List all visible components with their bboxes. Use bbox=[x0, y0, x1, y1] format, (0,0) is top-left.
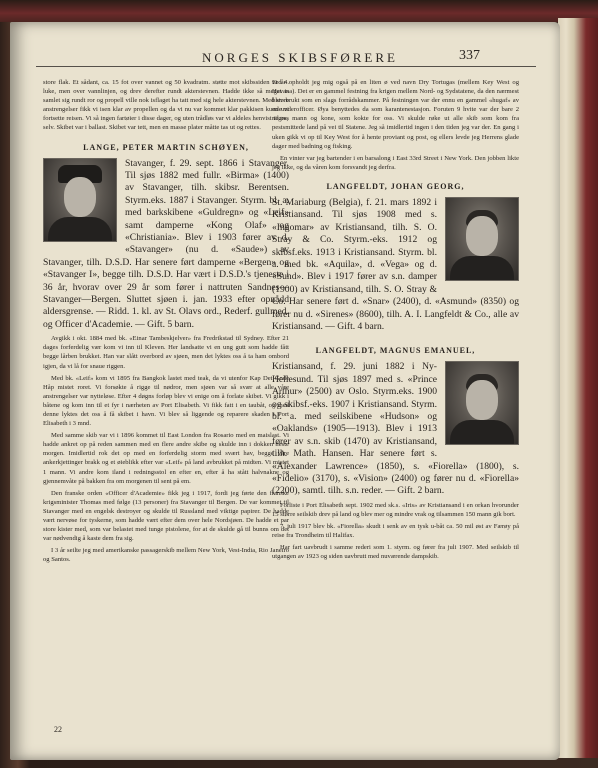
uniform bbox=[48, 217, 112, 242]
portrait-photo-magnus-langfeldt bbox=[445, 361, 519, 445]
entry-biography: St. Mariaburg (Belgia), f. 21. mars 1892 i Kristiansand. Til sjøs 1908 med s. «Ingomar» av Kristiansand, tilh. S. O. Stray & Co. Styrm.-eks. 1912 og skibsf.eks. 1913 i Kristiansand. Styrm. bl. a. med bk. «Aquila», d. «Vega» og d. «Sund». Blev i 1917 fører av s.n. damper (1900) av Kristiansand, tilh. S. O. Stray & Co. Har senere ført d. «Snar» (2400), d. «Asmund» (8350) og fører nu d. «Sirenes» (8600), tilh. A. I. Langfeldt & Co., alle av Kristiansand. — Gift. 4 barn. bbox=[272, 196, 519, 332]
header-rule bbox=[36, 66, 536, 67]
story-paragraph: Har fart uavbrudt i samme rederi som 1. styrm. og fører fra juli 1907. Med seilskib til utgangen av 1923 og siden uavbrutt med nuværende dampskib. bbox=[272, 544, 519, 561]
page-edges bbox=[558, 18, 598, 758]
story-paragraph: Forliste i Port Elisabeth sept. 1902 med sk.s. «Iris» av Kristiansand i en orkan hvorunder 15 større seilskib drev på land og blev mer og mindre vrak og tilsammen 150 mann gik bort. bbox=[272, 501, 519, 518]
book-spine-top bbox=[0, 0, 598, 22]
portrait-photo-johan-langfeldt bbox=[445, 197, 519, 281]
left-column bbox=[43, 78, 289, 568]
face bbox=[466, 216, 498, 256]
story-paragraph: Med bk. «Leif» kom vi 1895 fra Bangkok lastet med teak, da vi utenfor Kap Det Gode Håp mistet roret. Vi forsøkte å rigge til nødror, men sjøen var så svær at alle våre anstrengelser var nytteløse. Efter 4 døgns forløp blev vi enige om å forlate skibet. Vi gikk i båtene og kom inn til et fyr i nærheten av Port Elisabeth. Vi fikk fatt i en taubåt, og med denne lyktes det oss å få skibet i havn. Vi blev så liggende og reparere skaden i Port Elisabeth i 3 mnd. bbox=[43, 374, 289, 428]
book-page bbox=[10, 22, 560, 760]
story-paragraph: 7. juli 1917 blev bk. «Fiorella» skudt i senk av en tysk u-båt ca. 50 mil øst av Færøy på reise fra Trondheim til Halifax. bbox=[272, 523, 519, 540]
face bbox=[466, 380, 498, 420]
running-header: NORGES SKIBSFØRERE bbox=[202, 50, 398, 65]
continuation-paragraph: Et år opholdt jeg mig også på en liten ø ved navn Dry Tortugas (mellem Key West og Havana). Det er en gammel festning fra krigen mellem Nord- og Sydstatene, da den nærmest blev brukt som en slags forrådskammer. På festningen var der ennu en gammel «hugaf» av en underofficer. Øya benyttedes da som karantenestasjon. Foruten 9 hvite var der bare 2 negre, mann og kone, som kokte for oss. Vi skulde røke ut alle skib som kom fra pestsmittede land på vei til Statene. Jeg så imidlertid ingen i den tiden jeg var der. En gang i uken gikk vi op til Key West for å hente proviant og post, og ellers levde jeg Herrens glade dager med badning og fisking. bbox=[272, 79, 519, 150]
story-paragraph: Med samme skib var vi i 1896 kommet til East London fra Rosario med en maislast. Vi hadde ankret op på reden sammen med en flere andre skibe og skulde inn i dokken neste morgen. Imidlertid rok det op med en forferdelig storm med svært hav, begge våre ankerkjettinger brakk og et øieblikk efter var «Leif» på land avbrukket på midten. Vi mistet 1 mann. Vi andre kom iland i redningsstol en efter en, efter å ha stått halvnakne og gjennemvåte på bakken fra om morgenen til sent på em. bbox=[43, 432, 289, 485]
continuation-paragraph: En vinter var jeg bartender i en barsalong i East 33rd Street i New York. Den jobben likte jeg ikke, og da våren kom forsvandt jeg derfra. bbox=[272, 154, 519, 171]
entry-heading: LANGE, PETER MARTIN SCHØYEN, bbox=[83, 142, 249, 152]
entry-biography: Kristiansand, f. 29. juni 1882 i Ny-Hellesund. Til sjøs 1897 med s. «Prince Arthur» (2500) av Oslo. Styrm.eks. 1900 og skibsf.-eks. 1907 i Kristiansand. Styrm. bl. a. med seilskibene «Hudson» og «Oaklands» (1905—1913). Blev i 1913 fører av s.n. skib (1470) av Kristiansand, tilh. Math. Hansen. Har senere ført s. «Alexander Lawrence» (1850), s. «Fiorella» (1800), s. «Fidelio» (3170), s. «Vision» (2400) og fører nu d. «Fiorella» (2200), samtl. tilh. s.n. reder. — Gift. 2 barn. bbox=[272, 361, 519, 497]
story-paragraph: I 3 år seilte jeg med amerikanske passagerskib mellem New York, Vest-India, Rio Janeiro og Santos. bbox=[43, 547, 289, 564]
continuation-paragraph: store flak. Et sådant, ca. 15 fot over vannet og 50 kvadratm. støtte mot skibssiden ved 4. luke, men over vannlinjen, og drev derefter rundt akterstevnen. Hadde ikke så meget is samlet sig rundt ror og propell ville nok isflaget ha tatt med sig hele akterstevnen. Med store anstrengelser fikk vi isen klar av propellen og da vi nu var kommet klar pakkisen kunde vi fortsette reisen. Vi så ingen fartøier i disse dager, og uten trådløs var vi aldeles henvist til oss selv. Skibet var i ballast. Skibet var tett, men en masse plater måtte tas ut og rettes. bbox=[43, 79, 289, 132]
right-column bbox=[272, 78, 519, 564]
portrait-photo-lange bbox=[43, 158, 117, 242]
story-paragraph: Den franske orden «Officer d'Academie» fikk jeg i 1917, fordi jeg førte den franske krigsminister Thomas med følge (13 personer) fra Stavanger til Bergen. De var kommet til Stavanger med en engelsk destroyer og skulde til Russland med viktige papirer. De hadde vært nervøse for tyskerne, som hadde vært efter dem over hele Nordsjøen. De hadde et par store kister med, som var belastet med tunge pistolene, for at de skulde gå til bunns om det var nødvendig å kaste dem fra sig. bbox=[43, 489, 289, 543]
page-number: 337 bbox=[459, 48, 480, 63]
face bbox=[64, 177, 96, 217]
suit bbox=[450, 420, 514, 445]
suit bbox=[450, 256, 514, 281]
entry-heading: LANGFELDT, MAGNUS EMANUEL, bbox=[315, 346, 476, 356]
entry-heading: LANGFELDT, JOHAN GEORG, bbox=[326, 181, 465, 191]
signature-mark: 22 bbox=[54, 725, 62, 734]
entry-biography: Stavanger, f. 29. sept. 1866 i Stavanger. Til sjøs 1882 med fullr. «Birma» (1400) av Stavanger, tilh. skibsr. Berentsen. Styrm.eks. 1887 i Stavanger. Styrm. bl. a. med barkskibene «Guldregn» og «Leif» samt damperne «Kong Olaf» og «Christiania». Blev i 1903 fører av d. «Stavanger» (nu d. «Saude») av Stavanger, tilh. D.S.D. Har senere ført damperne «Bergen» og «Stavanger I», begge tilh. D.S.D. Har vært i D.S.D.'s tjeneste i 36 år, hvorav over 29 år som fører i nattruten Sandnes—Stavanger—Bergen. Sluttet sjøen i. jan. 1933 efter opnådd aldersgrense. — Ridd. 1. kl. av St. Olavs ord., Rederf. gullmed. og Officer d'Academie. — Gift. 5 barn. bbox=[43, 157, 289, 330]
story-paragraph: Avgikk i okt. 1884 med bk. «Einar Tambeskjelver» fra Fredrikstad til Sydney. Efter 21 dages forferdelig vær kom vi inn til Kleven. Her landsatte vi en ung gutt som hadde fått begge lårben brukket. Han var slått overbord av sjøen, men det lyktes oss å ta ham ombord igjen, da vi lå for snaue riggen. bbox=[43, 335, 289, 370]
